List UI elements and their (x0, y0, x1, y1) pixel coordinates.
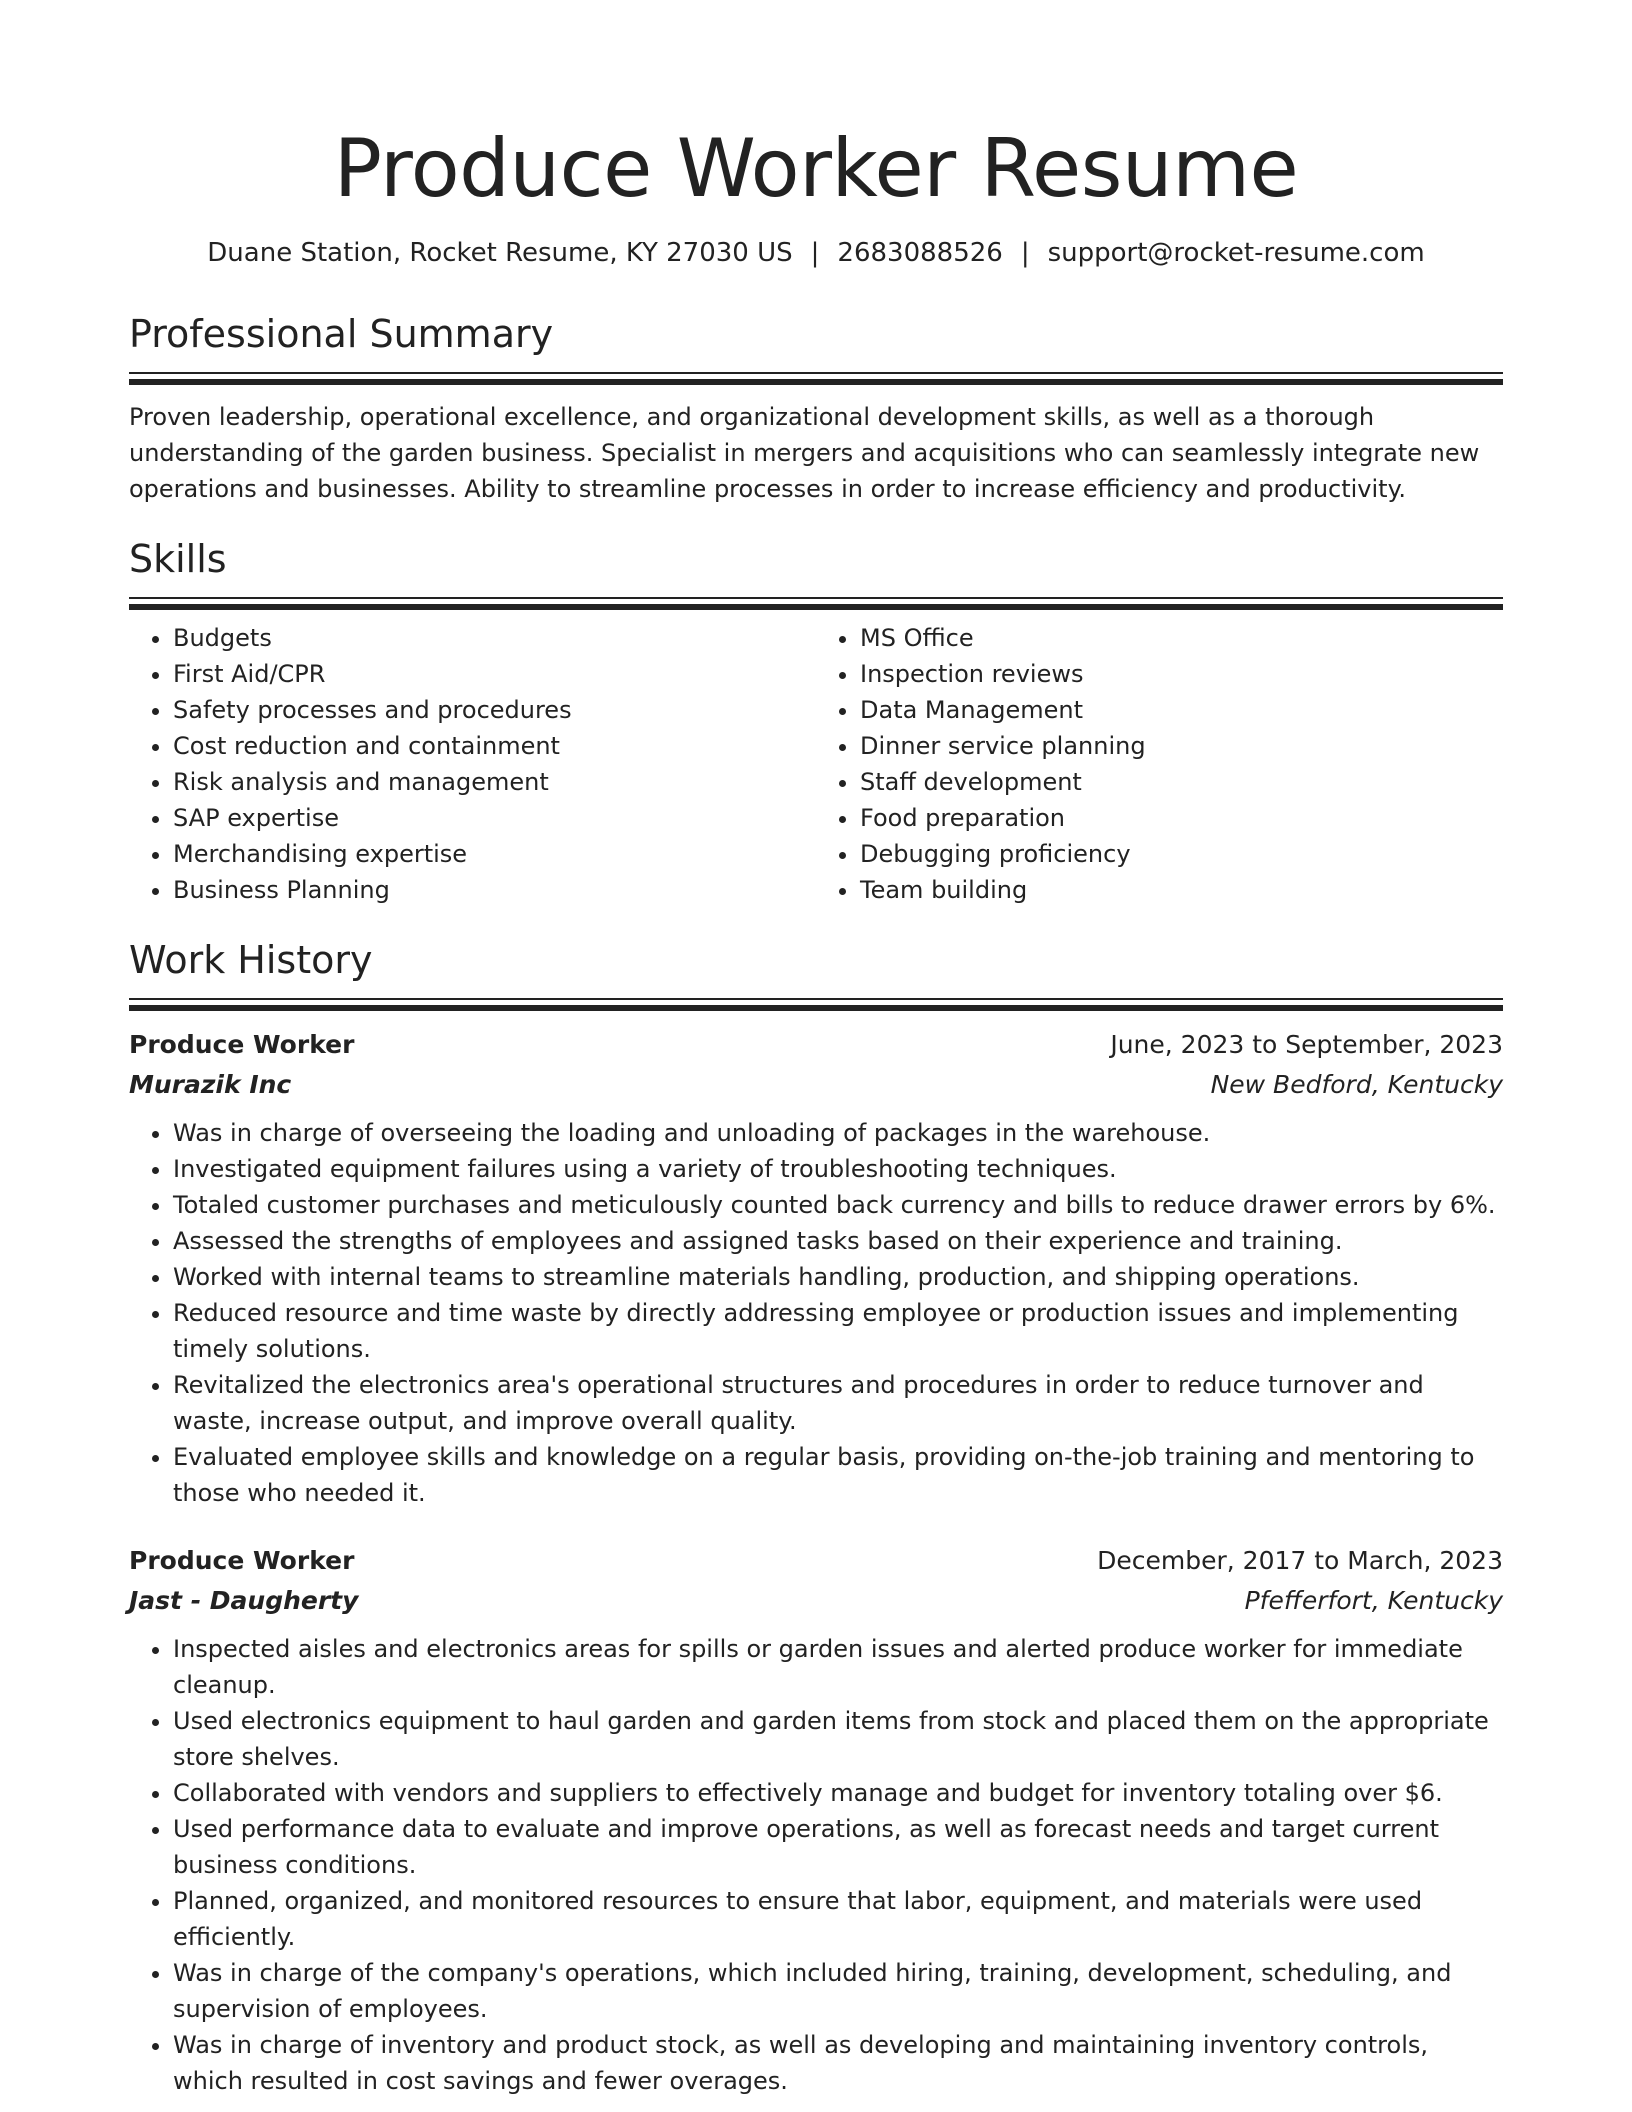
skill-item: • Team building (860, 872, 1503, 908)
contact-phone: 2683088526 (837, 238, 1003, 268)
job-bullet: • Worked with internal teams to streamline materials handling, production, and shipping operations. (173, 1259, 1503, 1295)
job-bullet: • Totaled customer purchases and meticulously counted back currency and bills to reduce drawer errors by 6%. (173, 1187, 1503, 1223)
skills-heading: Skills (129, 537, 227, 581)
job-location: New Bedford, Kentucky (1210, 1070, 1503, 1099)
job-bullet: • Revitalized the electronics area's operational structures and procedures in order to reduce turnover and waste, increase output, and improve overall quality. (173, 1367, 1503, 1439)
skill-item: • MS Office (860, 620, 1503, 656)
skills-list-left (129, 620, 816, 908)
contact-email: support@rocket-resume.com (1047, 238, 1425, 268)
job-bullet: • Evaluated employee skills and knowledge on a regular basis, providing on-the-job training and mentoring to those who needed it. (173, 1439, 1503, 1511)
skill-item: • Safety processes and procedures (173, 692, 816, 728)
skill-item: • SAP expertise (173, 800, 816, 836)
skill-item: • Debugging proficiency (860, 836, 1503, 872)
skill-item: • Cost reduction and containment (173, 728, 816, 764)
job-company: Murazik Inc (129, 1070, 292, 1099)
job-bullets (129, 1115, 1503, 1511)
skills-columns (129, 620, 1503, 908)
job-bullet: • Was in charge of overseeing the loading and unloading of packages in the warehouse. (173, 1115, 1503, 1151)
job-dates: June, 2023 to September, 2023 (1110, 1030, 1503, 1059)
summary-section (129, 310, 1503, 507)
skills-section (129, 535, 1503, 908)
job-title: Produce Worker (129, 1030, 355, 1059)
contact-address: Duane Station, Rocket Resume, KY 27030 US (207, 238, 793, 268)
contact-separator: | (810, 238, 820, 268)
job-company: Jast - Daugherty (129, 1586, 359, 1615)
job-bullet: • Assessed the strengths of employees and assigned tasks based on their experience and training. (173, 1223, 1503, 1259)
job-header-row (129, 1541, 1503, 1581)
job-title: Produce Worker (129, 1546, 355, 1575)
job-company-row (129, 1581, 1503, 1621)
job-entry (129, 1541, 1503, 2099)
job-bullet: • Collaborated with vendors and suppliers to effectively manage and budget for inventory totaling over $6. (173, 1775, 1503, 1811)
job-bullet: • Was in charge of the company's operations, which included hiring, training, development, scheduling, and supervision of employees. (173, 1955, 1503, 2027)
job-bullet: • Planned, organized, and monitored resources to ensure that labor, equipment, and materials were used efficiently. (173, 1883, 1503, 1955)
skill-item: • Budgets (173, 620, 816, 656)
job-header-row (129, 1025, 1503, 1065)
job-entry (129, 1025, 1503, 1511)
skill-item: • Dinner service planning (860, 728, 1503, 764)
skill-item: • Food preparation (860, 800, 1503, 836)
skill-item: • Staff development (860, 764, 1503, 800)
skill-item: • Risk analysis and management (173, 764, 816, 800)
skill-item: • Inspection reviews (860, 656, 1503, 692)
section-divider (129, 372, 1503, 385)
job-location: Pfefferfort, Kentucky (1244, 1586, 1503, 1615)
job-bullet: • Used performance data to evaluate and improve operations, as well as forecast needs and target current business conditions. (173, 1811, 1503, 1883)
job-company-row (129, 1065, 1503, 1105)
section-divider (129, 597, 1503, 610)
job-dates: December, 2017 to March, 2023 (1097, 1546, 1503, 1575)
job-bullet: • Used electronics equipment to haul garden and garden items from stock and placed them on the appropriate store shelves. (173, 1703, 1503, 1775)
resume-title: Produce Worker Resume (333, 122, 1299, 215)
job-bullet: • Inspected aisles and electronics areas for spills or garden issues and alerted produce worker for immediate cleanup. (173, 1631, 1503, 1703)
work-history-heading: Work History (129, 938, 373, 982)
section-divider (129, 998, 1503, 1011)
job-bullet: • Reduced resource and time waste by directly addressing employee or production issues and implementing timely solutions. (173, 1295, 1503, 1367)
skill-item: • Merchandising expertise (173, 836, 816, 872)
summary-heading: Professional Summary (129, 312, 554, 356)
skill-item: • Business Planning (173, 872, 816, 908)
job-bullet: • Was in charge of inventory and product stock, as well as developing and maintaining inventory controls, which resulted in cost savings and fewer overages. (173, 2027, 1503, 2099)
skill-item: • Data Management (860, 692, 1503, 728)
work-history-section (129, 936, 1503, 2099)
contact-line (129, 236, 1503, 270)
job-bullet: • Investigated equipment failures using a variety of troubleshooting techniques. (173, 1151, 1503, 1187)
skill-item: • First Aid/CPR (173, 656, 816, 692)
skills-list-right (816, 620, 1503, 908)
job-bullets (129, 1631, 1503, 2099)
contact-separator: | (1020, 238, 1030, 268)
summary-text: Proven leadership, operational excellence, and organizational development skills, as well as a thorough understanding of the garden business. Specialist in mergers and acquisitions who can seamlessly integrate new operations and businesses. Ability to streamline processes in order to increase efficiency and productivity. (129, 403, 1480, 503)
